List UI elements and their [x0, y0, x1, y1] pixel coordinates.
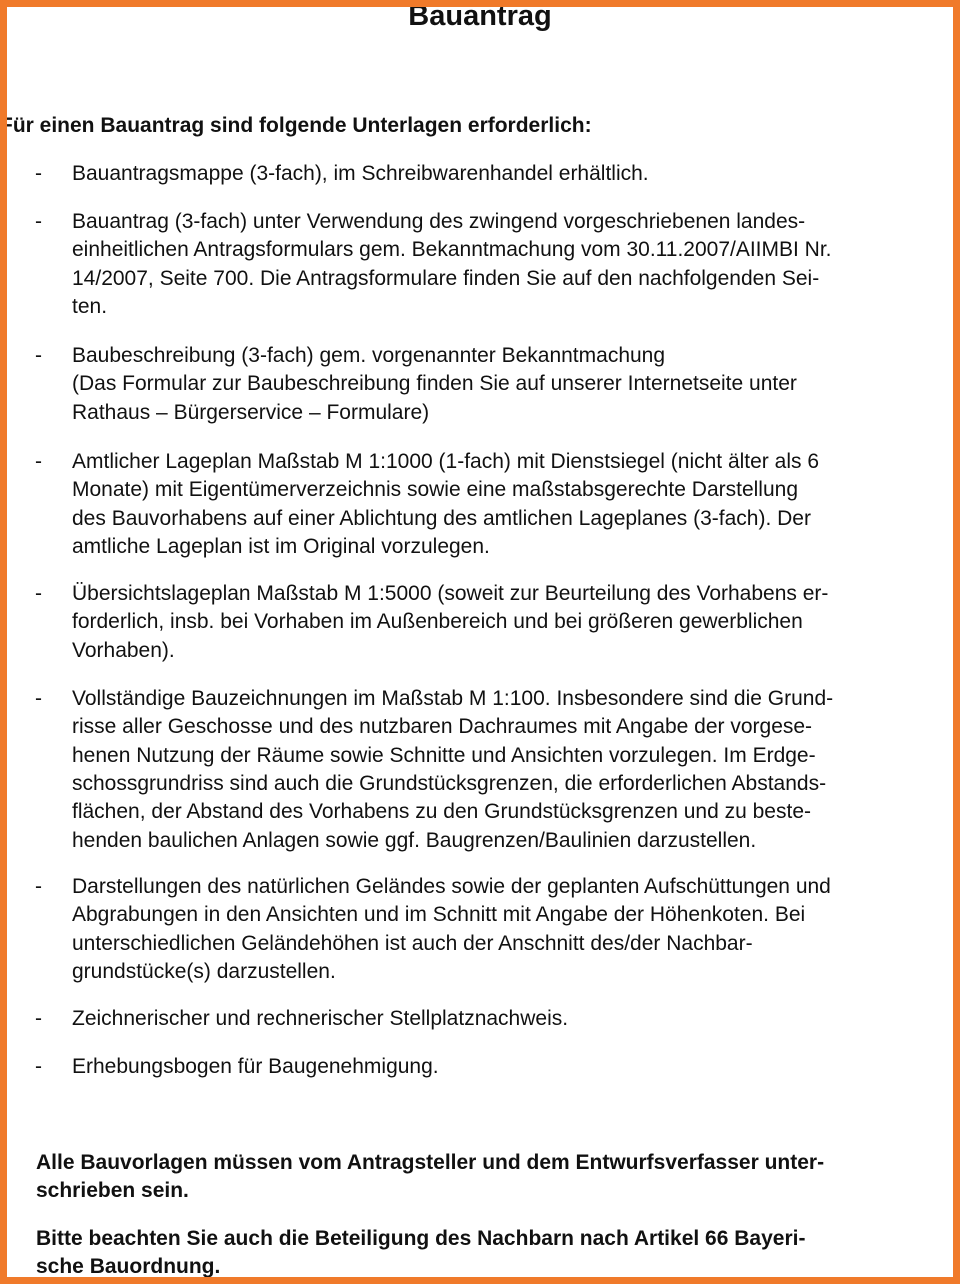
list-item-line: Vorhaben).	[72, 638, 175, 662]
list-item-line: Rathaus – Bürgerservice – Formulare)	[72, 400, 430, 424]
list-item-line: Monate) mit Eigentümerverzeichnis sowie eine maßstabsgerechte Darstellung	[72, 478, 798, 502]
list-item-line: Übersichtslageplan Maßstab M 1:5000 (soweit zur Beurteilung des Vorhabens er-	[72, 582, 829, 605]
list-item-line: des Bauvorhabens auf einer Ablichtung des amtlichen Lageplanes (3-fach). Der	[72, 506, 811, 530]
intro-heading: Für einen Bauantrag sind folgende Unterlagen erforderlich:	[0, 114, 592, 137]
list-item-line: flächen, der Abstand des Vorhabens zu den Grundstücksgrenzen und zu beste-	[72, 800, 811, 824]
closing-note-line: sche Bauordnung.	[36, 1255, 221, 1279]
bullet-dash: -	[35, 344, 42, 367]
page-title: Bauantrag	[408, 0, 552, 32]
list-item-line: (Das Formular zur Baubeschreibung finden Sie auf unserer Internetseite unter	[72, 372, 797, 396]
list-item-line: Darstellungen des natürlichen Geländes sowie der geplanten Aufschüttungen und	[72, 875, 831, 898]
list-item-line: ten.	[72, 294, 108, 318]
bullet-dash: -	[35, 162, 42, 185]
bullet-dash: -	[35, 1055, 42, 1078]
list-item-line: amtliche Lageplan ist im Original vorzulegen.	[72, 534, 490, 558]
list-item-line: Abgrabungen in den Ansichten und im Schnitt mit Angabe der Höhenkoten. Bei	[72, 903, 806, 927]
list-item-line: Erhebungsbogen für Baugenehmigung.	[72, 1055, 439, 1078]
list-item-line: grundstücke(s) darzustellen.	[72, 959, 336, 983]
list-item-line: einheitlichen Antragsformulars gem. Bekanntmachung vom 30.11.2007/AIIMBI Nr.	[72, 238, 832, 262]
closing-note-line: Bitte beachten Sie auch die Beteiligung des Nachbarn nach Artikel 66 Bayeri-	[36, 1227, 806, 1250]
list-item-line: Zeichnerischer und rechnerischer Stellplatznachweis.	[72, 1007, 569, 1030]
list-item-line: Bauantragsmappe (3-fach), im Schreibwarenhandel erhältlich.	[72, 162, 649, 185]
list-item-line: Bauantrag (3-fach) unter Verwendung des zwingend vorgeschriebenen landes-	[72, 210, 806, 233]
list-item-line: Amtlicher Lageplan Maßstab M 1:1000 (1-fach) mit Dienstsiegel (nicht älter als 6	[72, 450, 819, 473]
list-item-line: henen Nutzung der Räume sowie Schnitte und Ansichten vorzulegen. Im Erdge-	[72, 743, 816, 767]
list-item-line: risse aller Geschosse und des nutzbaren Dachraumes mit Angabe der vorgese-	[72, 715, 813, 739]
bullet-dash: -	[35, 687, 42, 710]
bullet-dash: -	[35, 450, 42, 473]
closing-note-line: Alle Bauvorlagen müssen vom Antragsteller und dem Entwurfsverfasser unter-	[36, 1151, 825, 1174]
list-item-line: henden baulichen Anlagen sowie ggf. Baugrenzen/Baulinien darzustellen.	[72, 828, 757, 852]
list-item-line: schossgrundriss sind auch die Grundstücksgrenzen, die erforderlichen Abstands-	[72, 771, 827, 795]
bullet-dash: -	[35, 1007, 42, 1030]
list-item-line: Baubeschreibung (3-fach) gem. vorgenannter Bekanntmachung	[72, 344, 666, 367]
list-item-line: 14/2007, Seite 700. Die Antragsformulare finden Sie auf den nachfolgenden Sei-	[72, 266, 820, 290]
bullet-dash: -	[35, 875, 42, 898]
bullet-dash: -	[35, 582, 42, 605]
bullet-dash: -	[35, 210, 42, 233]
closing-note-line: schrieben sein.	[36, 1179, 189, 1203]
list-item-line: unterschiedlichen Geländehöhen ist auch der Anschnitt des/der Nachbar-	[72, 931, 753, 955]
list-item-line: Vollständige Bauzeichnungen im Maßstab M 1:100. Insbesondere sind die Grund-	[72, 687, 834, 710]
list-item-line: forderlich, insb. bei Vorhaben im Außenbereich und bei größeren gewerblichen	[72, 610, 803, 634]
